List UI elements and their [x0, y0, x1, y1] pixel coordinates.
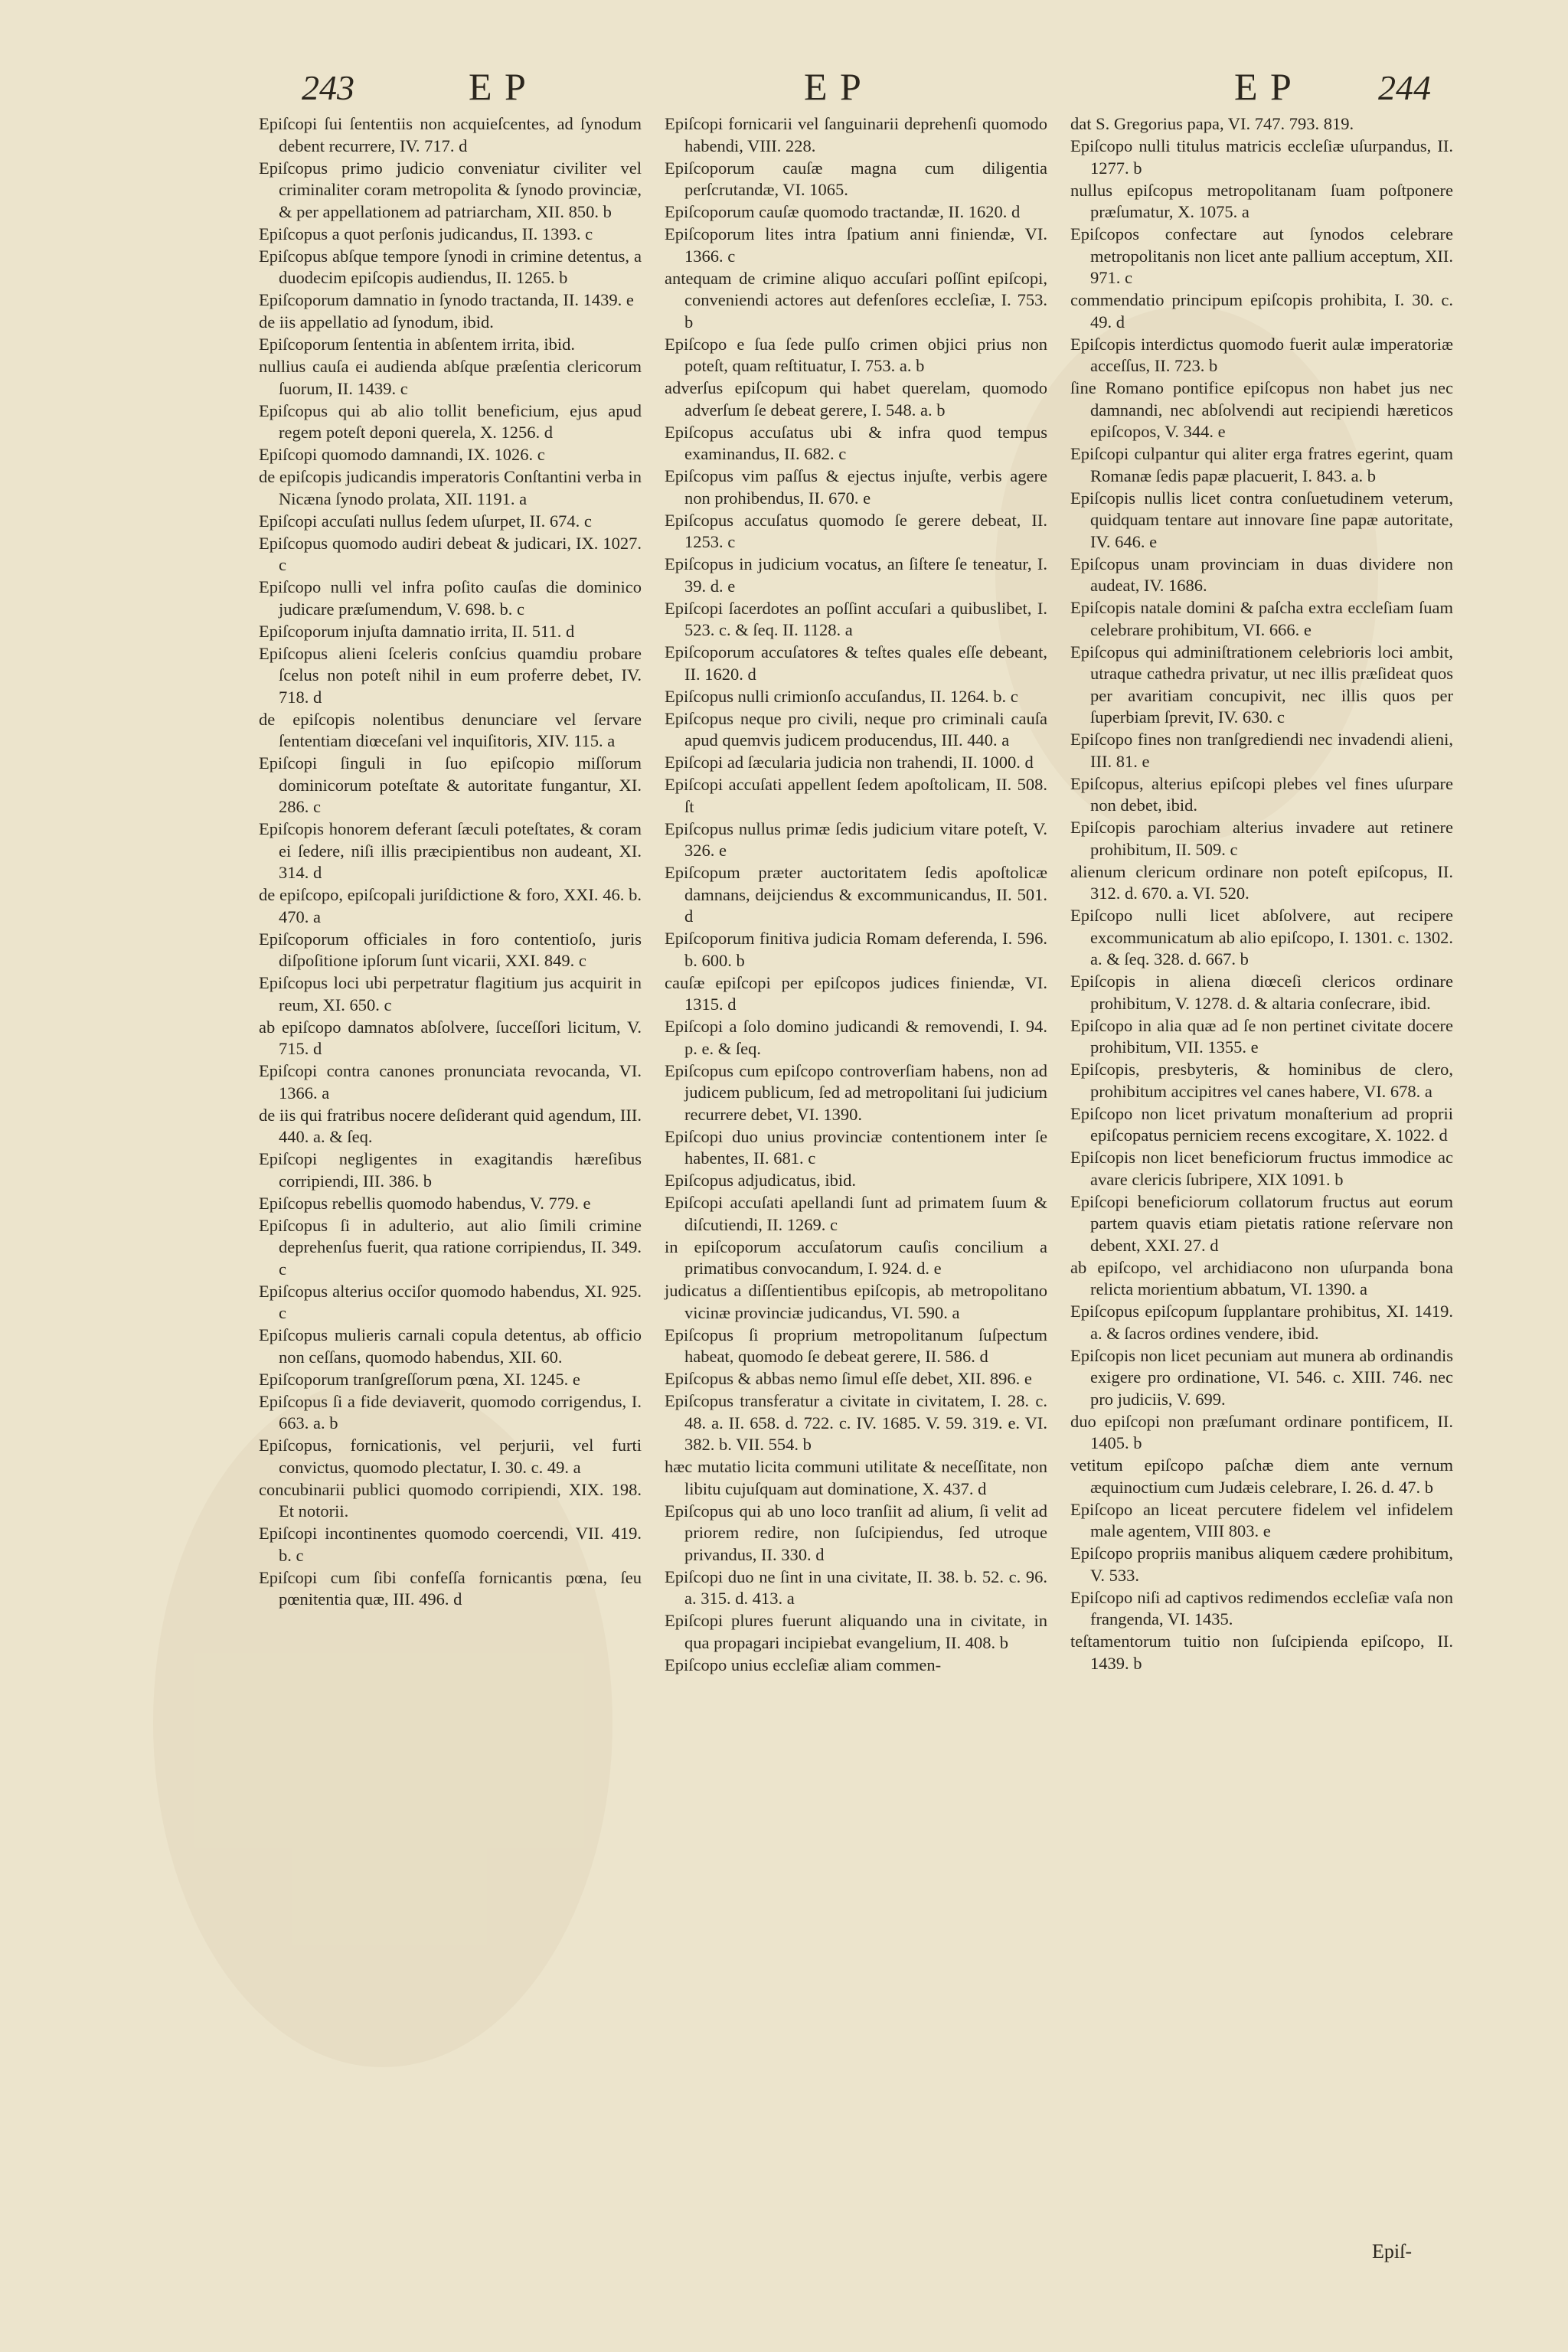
index-entry: Epiſcopis interdictus quomodo fuerit aulæ imperatoriæ acceſſus, II. 723. b [1070, 334, 1453, 375]
index-entry: adverſus epiſcopum qui habet querelam, quomodo adverſum ſe debeat gerere, I. 548. a. b [665, 378, 1047, 420]
index-entry: Epiſcopo non licet privatum monaſterium ad proprii epiſcopatus perniciem recens excogitare, X. 1022. d [1070, 1103, 1453, 1145]
index-entry: Epiſcopus epiſcopum ſupplantare prohibitus, XI. 1419. a. & ſacros ordines vendere, ibid. [1070, 1302, 1453, 1343]
index-entry: de epiſcopis judicandis imperatoris Conſtantini verba in Nicæna ſynodo prolata, XII. 1191. a [259, 467, 642, 508]
index-entry: Epiſcopi ſacerdotes an poſſint accuſari a quibuslibet, I. 523. c. & ſeq. II. 1128. a [665, 598, 1047, 639]
index-entry: Epiſcopo in alia quæ ad ſe non pertinet civitate docere prohibitum, VII. 1355. e [1070, 1015, 1453, 1057]
index-entry: Epiſcopo unius eccleſiæ aliam commen- [665, 1655, 942, 1674]
index-entry: Epiſcoporum accuſatores & teſtes quales eſſe debeant, II. 1620. d [665, 642, 1047, 684]
index-entry: Epiſcoporum officiales in foro contentioſo, juris diſpoſitione ipſorum ſunt vicarii, XXI. 849. c [259, 929, 642, 970]
index-entry: Epiſcoporum cauſæ quomodo tractandæ, II. 1620. d [665, 202, 1021, 221]
index-entry: nullus epiſcopus metropolitanam ſuam poſtponere præſumatur, X. 1075. a [1070, 180, 1453, 221]
index-entry: Epiſcoporum tranſgreſſorum pœna, XI. 1245. e [259, 1369, 580, 1389]
index-entry: Epiſcopo nulli titulus matricis eccleſiæ uſurpandus, II. 1277. b [1070, 136, 1453, 178]
index-entry: in epiſcoporum accuſatorum cauſis concilium a primatibus convocandum, I. 924. d. e [665, 1236, 1047, 1278]
index-entry: Epiſcopi accuſati apellandi ſunt ad primatem ſuum & diſcutiendi, II. 1269. c [665, 1193, 1047, 1234]
index-entry: Epiſcopi plures fuerunt aliquando una in civitate, in qua propagari incipiebat evangelium, II. 408. b [665, 1611, 1047, 1652]
index-entry: Epiſcopus nullus primæ ſedis judicium vitare poteſt, V. 326. e [665, 818, 1047, 860]
running-head-right: E P [1234, 65, 1293, 108]
index-entry: Epiſcopus primo judicio conveniatur civiliter vel criminaliter coram metropolita & ſynodo provinciæ, & per appellationem ad patriarcham, XII. 850. b [259, 158, 642, 221]
index-entry: Epiſcopi incontinentes quomodo coercendi, VII. 419. b. c [259, 1524, 642, 1565]
index-entry: Epiſcopus loci ubi perpetratur flagitium jus acquirit in reum, XI. 650. c [259, 973, 642, 1014]
index-entry: Epiſcopis non licet beneficiorum fructus immodice ac avare clericis ſubripere, XIX 1091. b [1070, 1148, 1453, 1189]
index-entry: Epiſcopi quomodo damnandi, IX. 1026. c [259, 445, 545, 464]
index-entry: Epiſcopus qui ab uno loco tranſiit ad alium, ſi velit ad priorem redire, non ſuſcipiendus, ſed utroque privandus, II. 330. d [665, 1501, 1047, 1564]
index-entry: ab epiſcopo, vel archidiacono non uſurpanda bona relicta morientium abbatum, VI. 1390. a [1070, 1257, 1453, 1298]
index-entry: teſtamentorum tuitio non ſuſcipienda epiſcopo, II. 1439. b [1070, 1632, 1453, 1673]
index-entry: ſine Romano pontifice epiſcopus non habet jus nec damnandi, nec abſolvendi aut recipiendi hæreticos epiſcopos, V. 344. e [1070, 378, 1453, 441]
index-entry: Epiſcopi negligentes in exagitandis hæreſibus corripiendi, III. 386. b [259, 1149, 642, 1191]
index-entry: Epiſcopus alterius occiſor quomodo habendus, XI. 925. c [259, 1281, 642, 1322]
index-entry: Epiſcopus ſi in adulterio, aut alio ſimili crimine deprehenſus fuerit, qua ratione corripiendus, II. 349. c [259, 1215, 642, 1279]
index-entry: Epiſcopis parochiam alterius invadere aut retinere prohibitum, II. 509. c [1070, 818, 1453, 859]
catchword: Epiſ- [1372, 2240, 1412, 2262]
index-entry: de epiſcopo, epiſcopali juriſdictione & foro, XXI. 46. b. 470. a [259, 885, 642, 926]
index-entry: Epiſcopi accuſati appellent ſedem apoſtolicam, II. 508. ſt [665, 775, 1047, 816]
index-entry: Epiſcopo nulli licet abſolvere, aut recipere excommunicatum ab alio epiſcopo, I. 1301. c. 1302. a. & ſeq. 328. d. 667. b [1070, 906, 1453, 969]
index-entry: Epiſcopus ſi proprium metropolitanum ſuſpectum habeat, quomodo ſe debeat gerere, II. 586. d [665, 1325, 1047, 1366]
index-entry: Epiſcopus rebellis quomodo habendus, V. 779. e [259, 1193, 591, 1213]
index-entry: Epiſcopus, fornicationis, vel perjurii, vel furti convictus, quomodo plectatur, I. 30. c. 49. a [259, 1436, 642, 1477]
index-entry: alienum clericum ordinare non poteſt epiſcopus, II. 312. d. 670. a. VI. 520. [1070, 861, 1453, 903]
index-entry: Epiſcopi duo unius provinciæ contentionem inter ſe habentes, II. 681. c [665, 1126, 1047, 1168]
index-column-1 [259, 113, 642, 1611]
index-entry: Epiſcopus mulieris carnali copula detentus, ab officio non ceſſans, quomodo habendus, XII. 60. [259, 1325, 642, 1367]
index-entry: de iis appellatio ad ſynodum, ibid. [259, 312, 494, 332]
index-entry: concubinarii publici quomodo corripiendi, XIX. 198. Et notorii. [259, 1479, 642, 1521]
index-entry: Epiſcopus in judicium vocatus, an ſiſtere ſe teneatur, I. 39. d. e [665, 554, 1047, 596]
index-entry: Epiſcopo nulli vel infra poſito cauſas die dominico judicare præſumendum, V. 698. b. c [259, 577, 642, 619]
index-column-2 [665, 113, 1047, 1677]
index-entry: Epiſcopis non licet pecuniam aut munera ab ordinandis exigere pro ordinatione, VI. 546. c. XIII. 746. nec pro judiciis, V. 699. [1070, 1345, 1453, 1409]
index-entry: Epiſcoporum cauſæ magna cum diligentia perſcrutandæ, VI. 1065. [665, 158, 1047, 199]
index-entry: Epiſcopis nullis licet contra conſuetudinem veterum, quidquam tentare aut innovare ſine papæ autoritate, IV. 646. e [1070, 488, 1453, 551]
index-entry: Epiſcopus neque pro civili, neque pro criminali cauſa apud quemvis judicem producendus, III. 440. a [665, 708, 1047, 750]
index-entry: Epiſcopum præter auctoritatem ſedis apoſtolicæ damnans, deijciendus & excommunicandus, II. 501. d [665, 863, 1047, 926]
index-entry: hæc mutatio licita communi utilitate & neceſſitate, non libitu cujuſquam aut dominatione, X. 437. d [665, 1457, 1047, 1498]
index-entry: Epiſcopi duo ne ſint in una civitate, II. 38. b. 52. c. 96. a. 315. d. 413. a [665, 1566, 1047, 1608]
index-entry: Epiſcoporum lites intra ſpatium anni finiendæ, VI. 1366. c [665, 224, 1047, 266]
index-entry: Epiſcopus qui adminiſtrationem celebrioris loci ambit, utraque cathedra privatur, ut nec illis præſideat quos per avaritiam concupivit, nec illis quos per ſuperbiam ſprevit, IV. 630. c [1070, 642, 1453, 727]
index-entry: Epiſcopus vim paſſus & ejectus injuſte, verbis agere non prohibendus, II. 670. e [665, 466, 1047, 508]
index-entry: Epiſcopi accuſati nullus ſedem uſurpet, II. 674. c [259, 511, 592, 531]
index-entry: Epiſcopis natale domini & paſcha extra eccleſiam ſuam celebrare prohibitum, VI. 666. e [1070, 598, 1453, 639]
index-entry: Epiſcopus cum epiſcopo controverſiam habens, non ad judicem publicum, ſed ad metropolitani ſui judicium recurrere debet, VI. 1390. [665, 1060, 1047, 1124]
index-entry: de iis qui fratribus nocere deſiderant quid agendum, III. 440. a. & ſeq. [259, 1105, 642, 1146]
index-entry: Epiſcopus qui ab alio tollit beneficium, ejus apud regem poteſt deponi querela, X. 1256. d [259, 400, 642, 442]
index-entry: Epiſcopos confectare aut ſynodos celebrare metropolitanis non licet ante pallium acceptum, XII. 971. c [1070, 224, 1453, 287]
index-entry: Epiſcopi beneficiorum collatorum fructus aut eorum partem quavis etiam pietatis ratione reſervare non debent, XXI. 27. d [1070, 1191, 1453, 1255]
index-entry: Epiſcopi culpantur qui aliter erga fratres egerint, quam Romanæ ſedis papæ placuerit, I. 843. a. b [1070, 444, 1453, 485]
index-entry: antequam de crimine aliquo accuſari poſſint epiſcopi, conveniendi actores aut defenſores eccleſiæ, I. 753. b [665, 268, 1047, 332]
index-entry: cauſæ epiſcopi per epiſcopos judices finiendæ, VI. 1315. d [665, 972, 1047, 1014]
index-entry: Epiſcoporum finitiva judicia Romam deferenda, I. 596. b. 600. b [665, 929, 1047, 970]
index-column-3 [1070, 113, 1453, 1675]
index-entry: Epiſcopus accuſatus quomodo ſe gerere debeat, II. 1253. c [665, 510, 1047, 551]
index-entry: Epiſcopus unam provinciam in duas dividere non audeat, IV. 1686. [1070, 554, 1453, 595]
index-entry: Epiſcopus nulli crimionſo accuſandus, II. 1264. b. c [665, 686, 1018, 706]
index-entry: Epiſcopi ſinguli in ſuo epiſcopio miſſorum dominicorum poteſtate & autoritate fungantur, XI. 286. c [259, 753, 642, 816]
index-entry: Epiſcopus quomodo audiri debeat & judicari, IX. 1027. c [259, 533, 642, 574]
index-entry: Epiſcopi cum ſibi confeſſa fornicantis pœna, ſeu pœnitentia quæ, III. 496. d [259, 1567, 642, 1609]
index-entry: duo epiſcopi non præſumant ordinare pontificem, II. 1405. b [1070, 1411, 1453, 1452]
index-entry: Epiſcopus, alterius epiſcopi plebes vel fines uſurpare non debet, ibid. [1070, 773, 1453, 815]
index-entry: Epiſcopis honorem deferant ſæculi poteſtates, & coram ei ſedere, niſi illis præcipientibus non audeant, XI. 314. d [259, 819, 642, 882]
index-entry: Epiſcoporum injuſta damnatio irrita, II. 511. d [259, 621, 575, 641]
index-entry: vetitum epiſcopo paſchæ diem ante vernum æquinoctium cum Judæis celebrare, I. 26. d. 47. b [1070, 1455, 1453, 1497]
index-entry: Epiſcoporum damnatio in ſynodo tractanda, II. 1439. e [259, 290, 634, 309]
index-entry: Epiſcoporum ſententia in abſentem irrita, ibid. [259, 335, 576, 354]
index-entry: Epiſcopi ſui ſententiis non acquieſcentes, ad ſynodum debent recurrere, IV. 717. d [259, 114, 642, 155]
index-entry: Epiſcopi ad ſæcularia judicia non trahendi, II. 1000. d [665, 753, 1034, 772]
index-entry: Epiſcopus adjudicatus, ibid. [665, 1171, 856, 1190]
index-entry: Epiſcopis, presbyteris, & hominibus de clero, prohibitum accipitres vel canes habere, VI. 678. a [1070, 1060, 1453, 1101]
index-entry: Epiſcopo niſi ad captivos redimendos eccleſiæ vaſa non frangenda, VI. 1435. [1070, 1587, 1453, 1628]
index-entry: Epiſcopi fornicarii vel ſanguinarii deprehenſi quomodo habendi, VIII. 228. [665, 114, 1047, 155]
index-entry: Epiſcopus accuſatus ubi & infra quod tempus examinandus, II. 682. c [665, 422, 1047, 463]
index-entry: Epiſcopis in aliena diœceſi clericos ordinare prohibitum, V. 1278. d. & altaria conſecrare, ibid. [1070, 972, 1453, 1013]
index-entry: Epiſcopo an liceat percutere fidelem vel infidelem male agentem, VIII 803. e [1070, 1499, 1453, 1540]
running-head-center: E P [804, 65, 863, 108]
index-entry: Epiſcopo e ſua ſede pulſo crimen objici prius non poteſt, quam reſtituatur, I. 753. a. b [665, 334, 1047, 375]
index-entry: ab epiſcopo damnatos abſolvere, ſucceſſori licitum, V. 715. d [259, 1017, 642, 1058]
index-entry: Epiſcopus a quot perſonis judicandus, II. 1393. c [259, 224, 593, 243]
index-entry: Epiſcopi a ſolo domino judicandi & removendi, I. 94. p. e. & ſeq. [665, 1017, 1047, 1058]
index-entry: Epiſcopus abſque tempore ſynodi in crimine detentus, a duodecim epiſcopis audiendus, II. 1265. b [259, 246, 642, 287]
index-entry: commendatio principum epiſcopis prohibita, I. 30. c. 49. d [1070, 290, 1453, 332]
page-number-right: 244 [1378, 68, 1431, 107]
index-entry: Epiſcopi contra canones pronunciata revocanda, VI. 1366. a [259, 1061, 642, 1102]
index-entry: Epiſcopo propriis manibus aliquem cædere prohibitum, V. 533. [1070, 1544, 1453, 1585]
index-entry: Epiſcopus ſi a fide deviaverit, quomodo corrigendus, I. 663. a. b [259, 1391, 642, 1432]
running-head-left: E P [469, 65, 528, 108]
index-entry: Epiſcopus alieni ſceleris conſcius quamdiu probare ſcelus non poteſt nihil in eum proferre debet, IV. 718. d [259, 643, 642, 707]
page-number-left: 243 [302, 68, 354, 107]
index-entry: Epiſcopus & abbas nemo ſimul eſſe debet, XII. 896. e [665, 1369, 1032, 1388]
index-entry: judicatus a diſſentientibus epiſcopis, ab metropolitano vicinæ provinciæ judicandus, VI. 590. a [665, 1281, 1047, 1322]
index-entry: nullius cauſa ei audienda abſque præſentia clericorum ſuorum, II. 1439. c [259, 357, 642, 398]
index-entry: Epiſcopus transferatur a civitate in civitatem, I. 28. c. 48. a. II. 658. d. 722. c. IV. 1685. V. 59. 319. e. VI. 382. b. VII. 554. b [665, 1391, 1047, 1454]
index-entry: Epiſcopo fines non tranſgrediendi nec invadendi alieni, III. 81. e [1070, 730, 1453, 771]
index-entry: dat S. Gregorius papa, VI. 747. 793. 819. [1070, 114, 1354, 133]
index-entry: de epiſcopis nolentibus denunciare vel ſervare ſententiam diœceſani vel inquiſitoris, XIV. 115. a [259, 709, 642, 750]
